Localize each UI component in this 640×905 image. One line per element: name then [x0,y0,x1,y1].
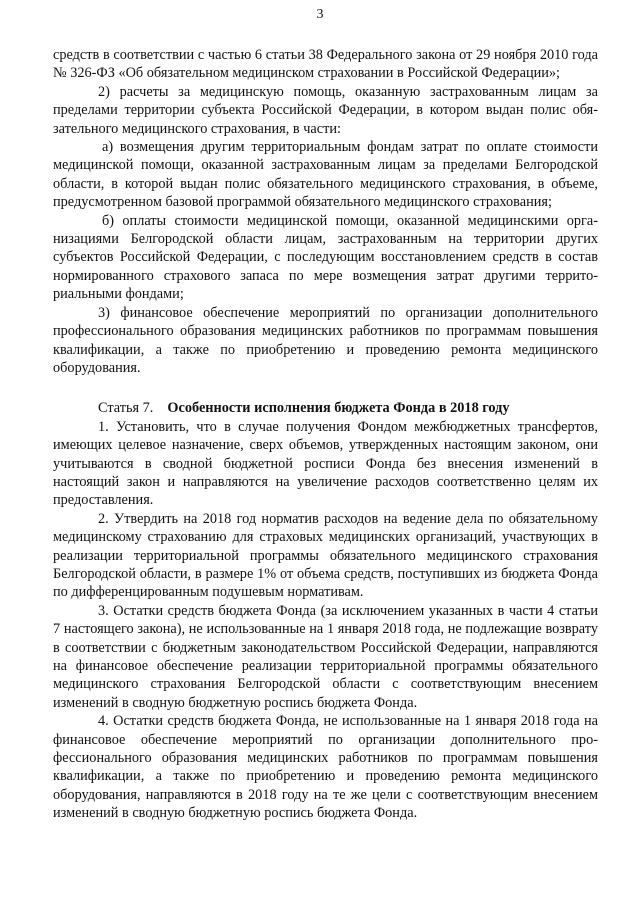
article-heading [53,399,598,417]
article-title: Особенности исполнения бюджета Фонда в 2018 году [167,400,510,417]
document-body [53,46,598,823]
article-paragraph-4: 4. Остатки средств бюджета Фонда, не использованные на 1 января 2018 года на финансовое обеспечение мероприятий по организации дополнительного профессионального образования медицинских работников по программам повышения квалификации, а также по приобретению и проведению ремонта медицинского оборудования, направляются в 2018 году на те же цели с соответствующим внесением изменений в сводную бюджетную роспись бюджета Фонда. [53,713,598,822]
paragraph-item-3: 3) финансовое обеспечение мероприятий по организации дополнительного профессионального образования медицинских работников по программам повышения квалификации, а также по приобретению и проведению ремонта медицинского оборудования. [53,304,598,376]
article-paragraph-1: 1. Установить, что в случае получения Фондом межбюджетных трансфертов, имеющих целевое назначение, сверх объемов, утвержденных настоящим законом, они учитываются в сводной бюджетной росписи Фонда без внесения изменений в настоящий закон и направляются на увеличение расходов соответственно целям их предоставления. [53,418,598,509]
section-spacer [53,377,598,399]
paragraph-continuation: средств в соответствии с частью 6 статьи 38 Федерального закона от 29 ноября 2010 года № 326-ФЗ «Об обязательном медицинском страховании в Российской Федерации»; [53,47,598,82]
article-paragraph-2: 2. Утвердить на 2018 год норматив расходов на ведение дела по обязательному медицинскому страхованию для страховых медицинских организаций, участвующих в реализации территориальной программы обязательного медицинского страхования Белгородской области, в размере 1% от объема средств, поступивших из бюджета Фонда по дифференцированным подушевым нормативам. [53,510,598,601]
paragraph-item-2: 2) расчеты за медицинскую помощь, оказанную застрахованным лицам за пределами территории субъекта Российской Федерации, в котором выдан полис обязательного медицинского страхования, в части: [53,83,598,137]
article-number: Статья 7. [98,400,154,417]
page-number: 3 [316,7,324,22]
article-paragraph-3: 3. Остатки средств бюджета Фонда (за исключением указанных в части 4 статьи 7 настоящего закона), не использованные на 1 января 2018 года, не подлежащие возврату в соответствии с бюджетным законодательством Российской Федерации, направляются на финансовое обеспечение реализации территориальной программы обязательного медицинского страхования Белгородской области с соответствующим внесением изменений в сводную бюджетную роспись бюджета Фонда. [53,602,598,711]
paragraph-item-2a: а) возмещения другим территориальным фондам затрат по оплате стоимости медицинской помощи, оказанной застрахованным лицам за пределами Белгородской области, в которой выдан полис обязательного медицинского страхования, в объеме, предусмотренном базовой программой обязательного медицинского страхования; [53,139,598,211]
paragraph-item-2b: б) оплаты стоимости медицинской помощи, оказанной медицинскими организациями Белгородской области лицам, застрахованным на территории других субъектов Российской Федерации, с последующим восстановлением средств в состав нормированного страхового запаса по мере возмещения затрат другими территориальными фондами; [53,212,598,303]
